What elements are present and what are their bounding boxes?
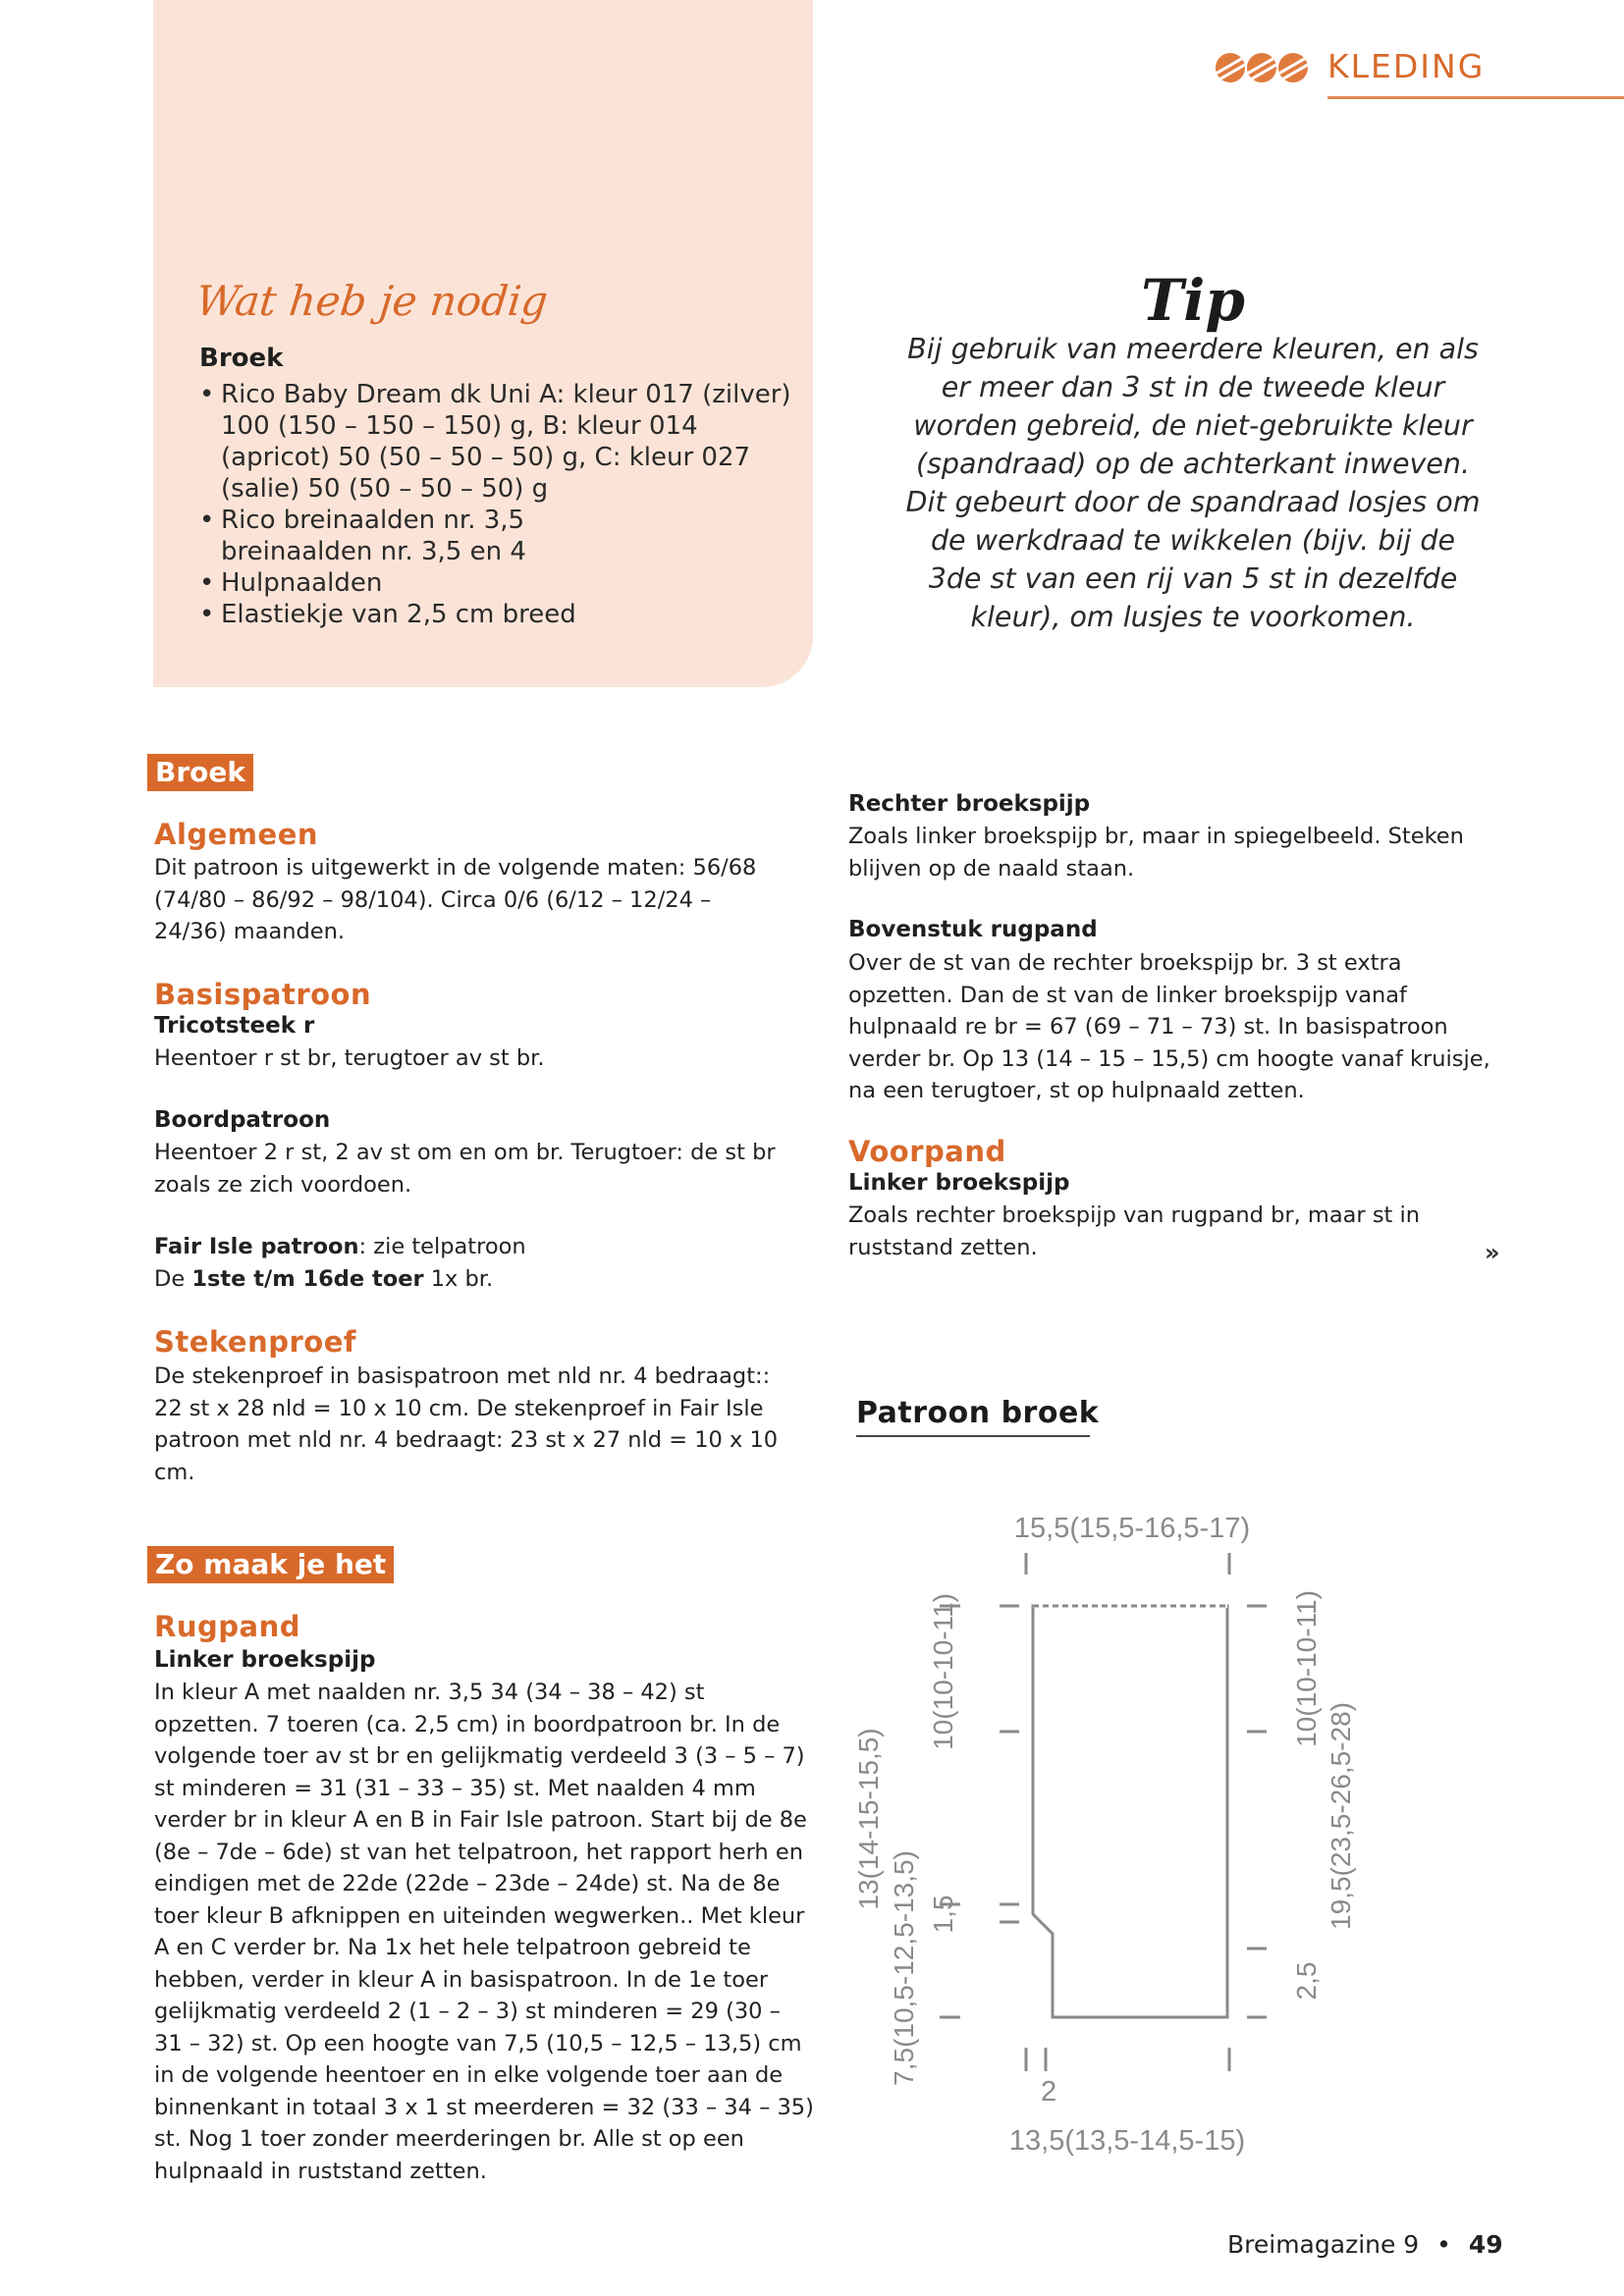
dim-right-total: 19,5(23,5-26,5-28): [1326, 1702, 1356, 1930]
text-algemeen: Dit patroon is uitgewerkt in de volgende maten: 56/68 (74/80 – 86/92 – 98/104). Circa 0/6 (6/12 – 12/24 – 24/36) maanden.: [154, 855, 757, 944]
dim-left-lower: 7,5(10,5-12,5-13,5): [889, 1850, 919, 2086]
page-number: 49: [1468, 2230, 1503, 2259]
continue-arrow-icon: »: [1485, 1239, 1500, 1266]
materials-item: • Rico breinaalden nr. 3,5 breinaalden nr. 3,5 en 4: [199, 505, 682, 567]
text-boordpatroon: Heentoer 2 r st, 2 av st om en om br. Terugtoer: de st br zoals ze zich voordoen.: [154, 1140, 776, 1198]
dim-bottom: 13,5(13,5-14,5-15): [1008, 2125, 1246, 2157]
sub-voorpand-linker: Linker broekspijp: [848, 1170, 1070, 1196]
materials-title: Wat heb je nodig: [193, 277, 551, 325]
text-basispatroon: Heentoer r st br, terugtoer av st br.: [154, 1045, 545, 1071]
dimension-ticks: [940, 1553, 1267, 2071]
pattern-outline: [1033, 1606, 1227, 2017]
dim-crotch: 2: [1041, 2076, 1057, 2108]
sub-boordpatroon: Boordpatroon: [154, 1107, 331, 1133]
sub-tricotsteek: Tricotsteek r: [154, 1013, 315, 1039]
sub-linker-broekspijp: Linker broekspijp: [154, 1647, 376, 1673]
text-rechter-broekspijp: Zoals linker broekspijp br, maar in spiegelbeeld. Steken blijven op de naald staan.: [848, 824, 1464, 881]
heading-stekenproef: Stekenproef: [154, 1325, 357, 1359]
heading-voorpand: Voorpand: [848, 1135, 1006, 1168]
materials-item: • Hulpnaalden: [199, 567, 795, 599]
page-footer: [1227, 2230, 1503, 2259]
dim-left-mid: 1,5: [928, 1895, 958, 1934]
text-bovenstuk-rugpand: Over de st van de rechter broekspijp br. 3 st extra opzetten. Dan de st van de linker broekspijp vanaf hulpnaald re br = 67 (69 – 71 – 73) st. In basispatroon verder br. Op 13 (14 – 15 – 15,5) cm hoogte vanaf kruisje, na een terugtoer, st op hulpnaald zetten.: [848, 950, 1490, 1103]
dim-left-total: 13(14-15-15,5): [853, 1728, 884, 1910]
materials-list: [199, 379, 795, 630]
text-rugpand: In kleur A met naalden nr. 3,5 34 (34 – 38 – 42) st opzetten. 7 toeren (ca. 2,5 cm) in boordpatroon br. In de volgende toer av st br en gelijkmatig verdeeld 3 (3 – 5 – 7) st minderen = 31 (31 – 33 – 35) st. Met naalden 4 mm verder br in kleur A en B in Fair Isle patroon. Start bij de 8e (8e – 7de – 6de) st van het telpatroon, het rapport herh en eindigen met de 22de (22de – 23de – 24de) st. Na de 8e toer kleur B afknippen en uiteinden wegwerken.. Met kleur A en C verder br. Na 1x het hele telpatroon gebreid te hebben, verder in kleur A in basispatroon. In de 1e toer gelijkmatig verdeeld 2 (1 – 2 – 3) st minderen = 29 (30 – 31 – 32) st. Op een hoogte van 7,5 (10,5 – 12,5 – 13,5) cm in de volgende heentoer en in elke volgende toer aan de binnenkant in totaal 3 x 1 st meerderen = 32 (33 – 34 – 35) st. Nog 1 toer zonder meerderingen br. Alle st op een hulpnaald in ruststand zetten.: [154, 1680, 814, 2184]
sub-bovenstuk-rugpand: Bovenstuk rugpand: [848, 917, 1098, 942]
heading-basispatroon: Basispatroon: [154, 978, 372, 1011]
section-tag-broek: Broek: [147, 754, 253, 791]
text-voorpand: Zoals rechter broekspijp van rugpand br, maar st in ruststand zetten.: [848, 1202, 1421, 1260]
tip-title: Tip: [1141, 267, 1245, 334]
footer-bullet: •: [1436, 2230, 1451, 2259]
heading-rugpand: Rugpand: [154, 1610, 300, 1643]
text-fairisle: Fair Isle patroon: zie telpatroon De 1ste t/m 16de toer 1x br.: [154, 1234, 526, 1292]
text-stekenproef: De stekenproef in basispatroon met nld nr. 4 bedraagt:: 22 st x 28 nld = 10 x 10 cm. De stekenproef in Fair Isle patroon met nld nr. 4 bedraagt: 23 st x 27 nld = 10 x 10 cm.: [154, 1363, 779, 1485]
header-rule: [1327, 96, 1624, 99]
heading-algemeen: Algemeen: [154, 818, 319, 851]
tip-text: Bij gebruik van meerdere kleuren, en als er meer dan 3 st in de tweede kleur worden gebreid, de niet-gebruikte kleur (spandraad) op de achterkant inweven. Dit gebeurt door de spandraad losjes om de werkdraad te wikkelen (bijv. bij de 3de st van een rij van 5 st in dezelfde kleur), om lusjes te voorkomen.: [905, 333, 1481, 633]
dim-left-upper: 10(10-10-11): [928, 1593, 958, 1750]
materials-item: • Elastiekje van 2,5 cm breed: [199, 599, 795, 630]
chart-title-rule: [856, 1435, 1090, 1437]
chart-title: Patroon broek: [856, 1396, 1100, 1430]
materials-subtitle: Broek: [199, 344, 284, 373]
section-tag-zo-maak-je-het: Zo maak je het: [147, 1546, 394, 1583]
dim-right-upper: 10(10-10-11): [1291, 1590, 1322, 1747]
pattern-diagram: [844, 1492, 1394, 2169]
yarn-balls-logo-icon: [1216, 53, 1308, 82]
dim-top: 15,5(15,5-16,5-17): [1013, 1513, 1251, 1544]
sub-rechter-broekspijp: Rechter broekspijp: [848, 791, 1091, 817]
footer-magazine: Breimagazine 9: [1227, 2230, 1420, 2259]
dim-right-lower: 2,5: [1291, 1961, 1322, 2001]
materials-item: • Rico Baby Dream dk Uni A: kleur 017 (zilver) 100 (150 – 150 – 150) g, B: kleur 014 (apricot) 50 (50 – 50 – 50) g, C: kleur 027 (salie) 50 (50 – 50 – 50) g: [199, 379, 795, 505]
section-label: KLEDING: [1327, 47, 1486, 85]
